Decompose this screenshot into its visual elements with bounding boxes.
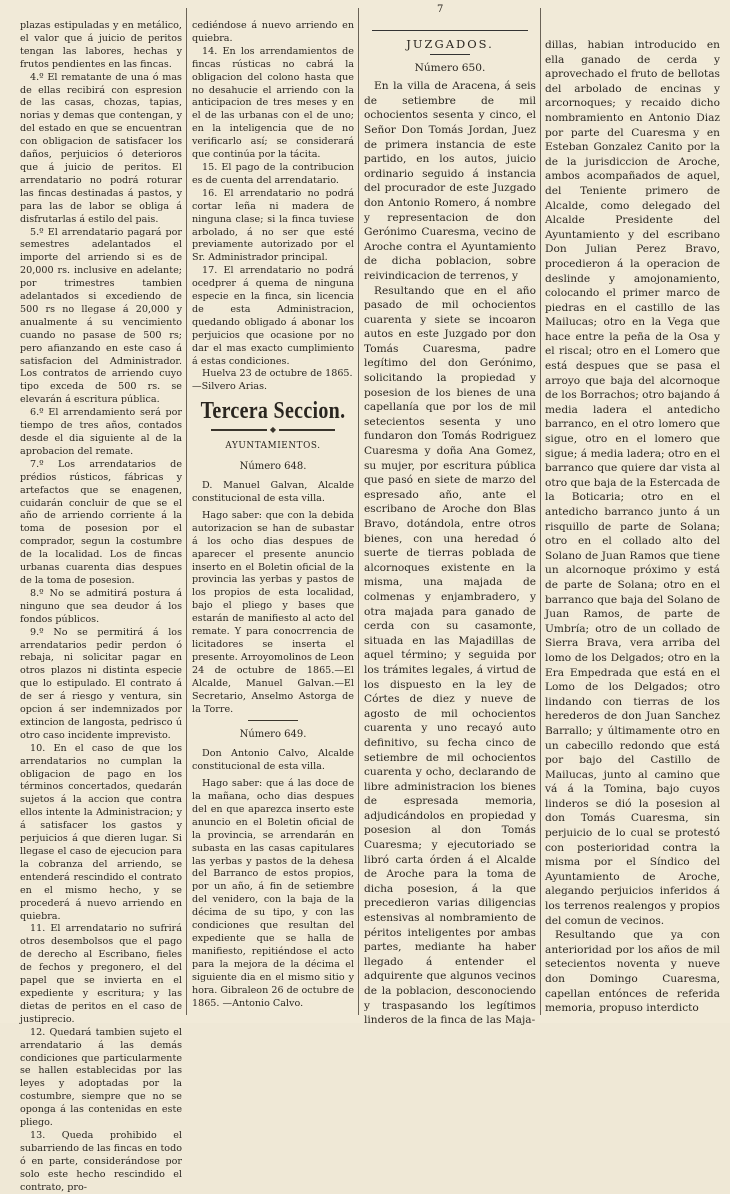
notice-heading: D. Manuel Galvan, Alcalde constitucional de esta villa. (192, 480, 354, 504)
paragraph: Hago saber: que á las doce de la mañana, ocho dias despues del en que aparezca inserto este anuncio en el Boletin oficial de la provincia, se arrendarán en subasta en las casas capitulares las yerbas y pastos de la dehesa del Barranco de estos propios, por un año, á fin de setiembre del venidero, con la baja de la décima de su tipo, y con las condiciones que resultan del expediente que se halla de manifiesto, repitiéndose el acto para la mejora de la décima el siguiente dia en el mismo sitio y hora. Gibraleon 26 de octubre de 1865. —Antonio Calvo. (192, 778, 354, 1009)
column-rule (358, 8, 359, 1015)
paragraph: 7.º Los arrendatarios de prédios rústicos, fábricas y artefactos que se enagenen, cuidarán concluir de que se el año de arriendo corriente á la toma de posesion por el comprador, segun la costumbre de la localidad. Los de fincas urbanas cuarenta dias despues de la toma de posesion. (20, 458, 182, 586)
paragraph: 16. El arrendatario no podrá cortar leña ni madera de ninguna clase; si la finca tuviese arbolado, á no ser que esté previamente autorizado por el Sr. Administrador principal. (192, 187, 354, 264)
subsection-heading: AYUNTAMIENTOS. (225, 441, 321, 452)
paragraph: 15. El pago de la contribucion es de cuenta del arrendatario. (192, 161, 354, 186)
section-heading: JUZGADOS. (406, 37, 494, 51)
column-3 (364, 30, 536, 1053)
paragraph: cediéndose á nuevo arriendo en quiebra. (192, 20, 354, 44)
page-mark: 7 (437, 4, 444, 15)
divider (430, 54, 470, 55)
column-1 (20, 20, 182, 1193)
column-rule (540, 8, 541, 1015)
ornament-divider: ◆ (192, 426, 354, 434)
paragraph: 11. El arrendatario no sufrirá otros desembolsos que el pago de derecho al Escribano, fieles de fechos y pregonero, el del papel que se invierta en el expediente y escritura; y las dietas de peritos en el caso de justiprecio. (20, 923, 182, 1025)
divider (248, 720, 298, 721)
signature-line: Huelva 23 de octubre de 1865. —Silvero Arias. (192, 368, 353, 393)
paragraph: plazas estipuladas y en metálico, el valor que á juicio de peritos tengan las labores, hechas y frutos pendientes en las fincas. (20, 20, 182, 70)
paragraph: 9.º No se permitirá á los arrendatarios pedir perdon ó rebaja, ni solicitar pagar en otros plazos ni distinta especie que lo estipulado. El contrato á de ser á riesgo y ventura, sin opcion á ser indemnizados por extincion de langosta, pedrisco ú otro caso incidente imprevisto. (20, 626, 182, 741)
paragraph: dillas, habian introducido en ella ganado de cerda y aprovechado el fruto de bellotas del arbolado de encinas y arcornoques; y recaido dicho nombramiento en Antonio Diaz por parte del Cuaresma y en Esteban Gonzalez Canito por la de la jurisdiccion de Aroche, ambos acompañados de aquel, del Teniente primero de Alcalde, como delegado del Alcalde Presidente del Ayuntamiento y del escribano Don Julian Perez Bravo, procedieron á la operacion de deslinde y amojonamiento, colocando el primer marco de piedras en el castillo de las Mailucas; otro en la Vega que hace entre la peña de la Osa y el riscal; otro en el Lomero que está despues que se pasa el arroyo que baja del alcornoque de los Borrachos; otro bajando á media ladera el antedicho barranco, en el otro lomero que sigue, otro en el lomero que sigue; á media ladera; otro en el barranco que quiere dar vista al otro que baja de la Estercada de la Boticaria; otro en el antedicho barranco junto á un risquillo de parte de Solana; otro en el collado alto del Solano de Juan Ramos que tiene un alcornoque próximo y está de parte de Solana; otro en el barranco que baja del Solano de Juan Ramos, de parte de Umbría; otro de un collado de Sierra Brava, vera arriba del lomo de los Delgados; otro en la Era Empedrada que está en el Lomo de los Delgados; otro lindando con tierras de los herederos de don Juan Sanchez Barrallo; y últimamente otro en un cabecillo redondo que está por bajo del Castillo de Mailucas, junto al camino que vá á la Tomina, bajo cuyos linderos se dió la posesion al don Tomás Cuaresma, sin perjuicio de lo cual se protestó con posterioridad contra la misma por el Síndico del Ayuntamiento de Aroche, alegando perjuicios inferidos á los terrenos realengos y propios del comun de vecinos. (545, 39, 720, 927)
paragraph: En la villa de Aracena, á seis de setiembre de mil ochocientos sesenta y cinco, el Señor Don Tomás Jordan, Juez de primera instancia de este partido, en los autos, juicio ordinario seguido á instancia del procurador de este Juzgado don Antonio Romero, á nombre y representacion de don Gerónimo Cuaresma, vecino de Aroche contra el Ayuntamiento de dicha poblacion, sobre reivindicacion de terrenos, y (364, 80, 536, 282)
paragraph: 17. El arrendatario no podrá ocedprer á quema de ninguna especie en la finca, sin licencia de esta Administracion, quedando obligado á abonar los perjuicios que ocasione por no dar el mas exacto cumplimiento á estas condiciones. (192, 265, 354, 367)
paragraph: 6.º El arrendamiento será por tiempo de tres años, contados desde el dia siguiente al de la aprobacion del remate. (20, 407, 182, 457)
column-4 (545, 38, 720, 1061)
paragraph: 10. En el caso de que los arrendatarios no cumplan la obligacion de pago en los términos concertados, quedarán sujetos á la accion que contra ellos intente la Administracion; y á satisfacer los gastos y perjuicios á que dieren lugar. Si llegase el caso de ejecucion para la cobranza del arriendo, se entenderá rescindido el contrato en el mismo hecho, y se procederá á nuevo arriendo en quiebra. (20, 742, 182, 922)
paragraph: 13. Queda prohibido el subarriendo de las fincas en todo ó en parte, considerándose por solo este hecho rescindido el contrato, pro- (20, 1129, 182, 1193)
paragraph: 8.º No se admitirá postura á ninguno que sea deudor á los fondos públicos. (20, 587, 182, 625)
paragraph: Resultando que ya con anterioridad por los años de mil setecientos noventa y nueve don Domingo Cuaresma, capellan entónces de referida memoria, propuso interdicto (545, 929, 720, 1015)
notice-heading: Don Antonio Calvo, Alcalde constitucional de esta villa. (192, 748, 354, 773)
paragraph: 5.º El arrendatario pagará por semestres adelantados el importe del arriendo si es de 20,000 rs. inclusive en adelante; por trimestres tambien adelantados si excediendo de 500 rs no llegase á 20,000 y anualmente á su vencimiento cuando no pasase de 500 rs; pero afianzando en este caso á satisfacion del Administrador. Los contratos de arriendo cuyo tipo exceda de 500 rs. se elevarán á escritura pública. (20, 226, 182, 406)
notice-number: Número 649. (239, 729, 307, 741)
paragraph: 14. En los arrendamientos de fincas rústicas no cabrá la obligacion del colono hasta que no desahucie el arriendo con la anticipacion de tres meses y en el de las urbanas con el de uno; en la inteligencia que de no verificarlo así; se considerará que continúa por la tácita. (192, 45, 354, 161)
notice-number: Número 648. (239, 461, 307, 473)
paragraph: 12. Quedará tambien sujeto el arrendatario á las demás condiciones que particularmente se hallen establecidas por las leyes y adoptadas por la costumbre, siempre que no se oponga á las contenidas en este pliego. (20, 1026, 182, 1129)
header-rule (372, 30, 528, 31)
paragraph: Resultando que en el año pasado de mil ochocientos cuarenta y siete se incoaron autos en este Juzgado por don Tomás Cuaresma, padre legítimo del don Gerónimo, solicitando la propiedad y posesion de los bienes de una capellanía que por los de mil setecientos sesenta y uno fundaron don Tomás Rodriguez Cuaresma y doña Ana Gomez, su mujer, por escritura pública que pasó en siete de marzo del espresado año, ante el escribano de Aroche don Blas Bravo, dotándola, entre otros bienes, con una heredad ó suerte de tierras poblada de alcornoques existente en la misma, una majada de colmenas y enjambradero, y otra majada para ganado de cerda con su casamonte, situada en las Majadillas de aquel término; y seguida por los trámites legales, á virtud de los dispuesto en la ley de Córtes de diez y nueve de agosto de mil ochocientos cuarenta y uno recayó auto definitivo, su fecha cinco de setiembre de mil ochocientos cuarenta y ocho, declarando de libre administracion los bienes de espresada memoria, adjudicándolos en propiedad y posesion al don Tomás Cuaresma; y ejecutoriado se libró carta órden á el Alcalde de Aroche para la toma de dicha posesion, á la que precedieron varias diligencias estensivas al nombramiento de péritos inteligentes por ambas partes, mediante ha haber llegado á entender el adquirente que algunos vecinos de la poblacion, desconociendo y traspasando los legítimos linderos de la finca de las Maja- (364, 284, 536, 1027)
column-2 (192, 20, 354, 1043)
paragraph: 4.º El rematante de una ó mas de ellas recibirá con espresion de las casas, chozas, tapias, norias y demas que contengan, y del estado en que se encuentran con obligacion de satisfacer los daños, perjuicios ó deterioros que á juicio de peritos. El arrendatario no podrá roturar las fincas destinadas á pastos, y para las de labor se obliga á disfrutarlas á estilo del pais. (20, 71, 182, 225)
column-rule (186, 8, 187, 1015)
paragraph: Hago saber: que con la debida autorizacion se han de subastar á los ocho dias despues de aparecer el presente anuncio inserto en el Boletin oficial de la provincia las yerbas y pastos de los propios de esta localidad, bajo el pliego y bases que estarán de manifiesto al acto del remate. Y para conocrrencia de licitadores se inserta el presente. Arroyomolinos de Leon 24 de octubre de 1865.—El Alcalde, Manuel Galvan.—El Secretario, Anselmo Astorga de la Torre. (192, 509, 354, 715)
section-title: Tercera Seccion. (200, 398, 346, 425)
notice-number: Número 650. (414, 61, 486, 74)
